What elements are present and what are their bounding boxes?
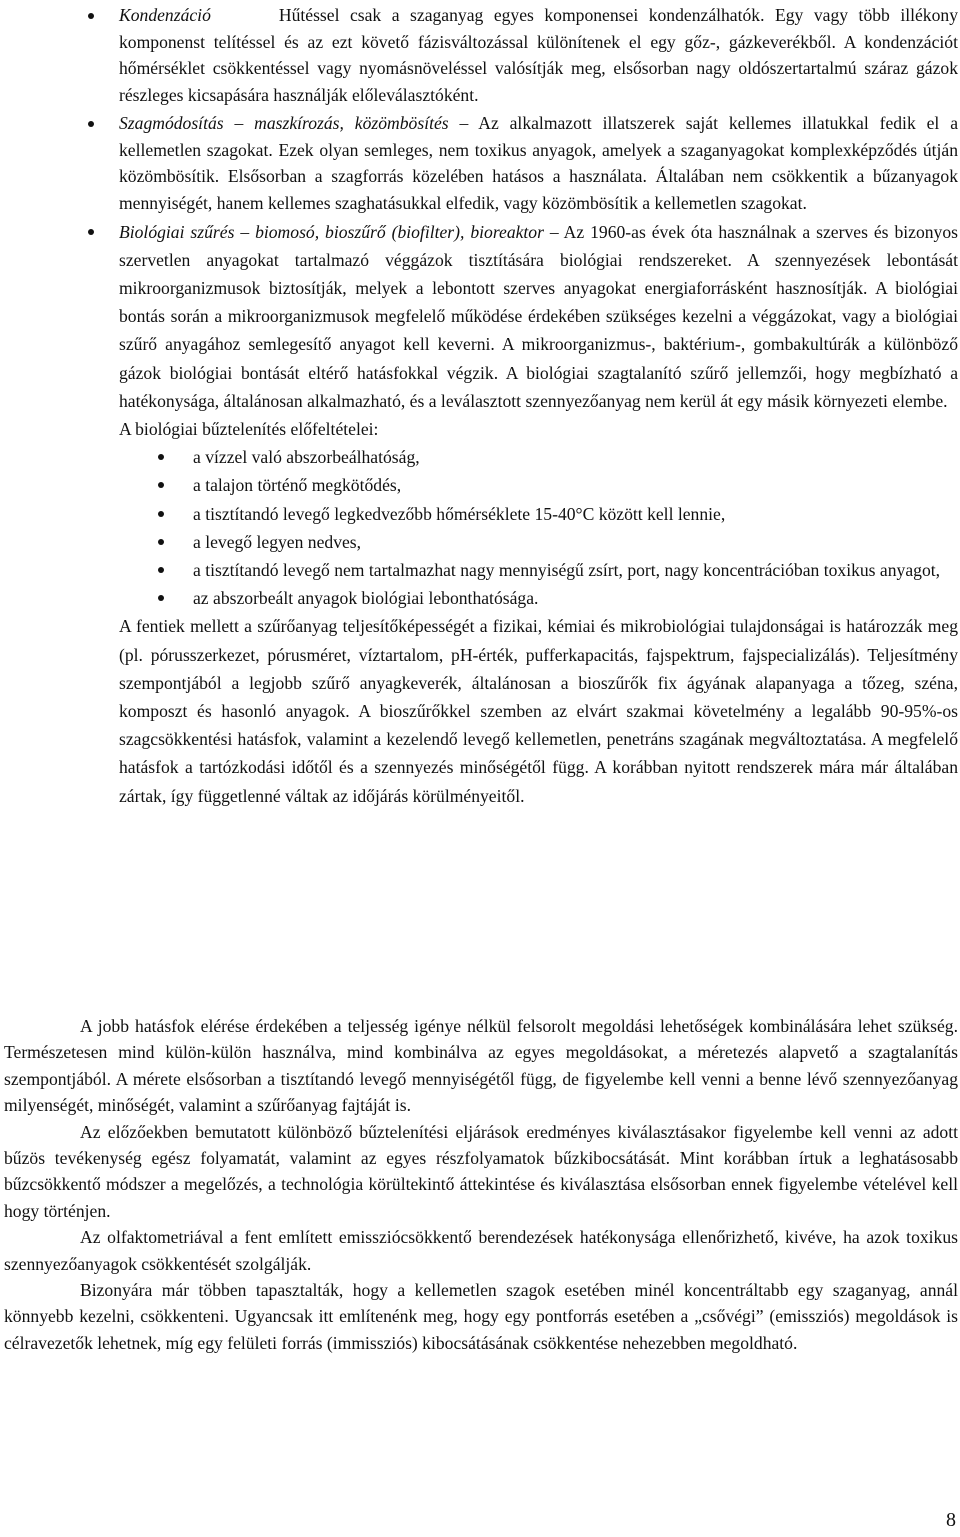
- bullet-term: Kondenzáció: [119, 5, 211, 25]
- prereq-item: a levegő legyen nedves,: [0, 528, 958, 556]
- paragraph: Az előzőekben bemutatott különböző bűztelenítési eljárások eredményes kiválasztásakor figyelembe kell venni az adott bűzös tevékenység egész folyamatát, valamint az egyes részfolyamatok bűzkibocsátását. Mint korábban írtuk a leghatásosabb bűzcsökkentő módszer a megelőzés, a technológia körültekintő áttekintése és kiválasztása elsősorban ennek figyelembe vételével kell hogy történjen.: [4, 1121, 958, 1221]
- bullet-dot-icon: [88, 121, 94, 127]
- prereq-item: a talajon történő megkötődés,: [0, 471, 958, 499]
- bullet-szagmodositas: [0, 110, 958, 217]
- bullet-biologiai-szures: [0, 218, 958, 415]
- bullet-text: Az 1960-as évek óta használnak a szerves és bizonyos szervetlen anyagokat tartalmazó véggázok tisztítására biológiai rendszereket. A szennyezések lebontását mikroorganizmusok biztosítják, melyek a lebontott szerves anyagokat energiaforrásként hasznosítják. A biológiai bontás során a mikroorganizmusok megfelelő működése érdekében szükséges kezelni a véggázokat, vagy a biológiai szűrő anyagához semlegesítő anyagot kell keverni. A mikroorganizmus-, baktérium-, gombakultúrák a különböző gázok biológiai bontását eltérő hatásfokkal végzik. A biológiai szagtalanító szűrő jellemzői, hogy megbízható a hatékonysága, általánosan alkalmazható, és a leválasztott szennyezőanyag nem kerül át egy másik környezeti elembe.: [119, 221, 958, 411]
- bullet-text: Az alkalmazott illatszerek saját kellemes illatukkal fedik el a kellemetlen szagokat. Ezek olyan semleges, nem toxikus anyagok, amelyek a szaganyagokat komplexképződés útján közömbösítik. Elsősorban a szagforrás közelében hatásos a használata. Általában nem csökkentik a bűzanyagok mennyiségét, hanem kellemes szaghatásukkal elfedik, vagy közömbösítik a kellemetlen szagokat.: [119, 112, 959, 213]
- bullet-dot-icon: [158, 567, 164, 573]
- page-number: 8: [946, 1509, 956, 1531]
- bullet-list: [0, 2, 958, 810]
- bullet-dot-icon: [158, 595, 164, 601]
- paragraph: A jobb hatásfok elérése érdekében a teljesség igénye nélkül felsorolt megoldási lehetőségek kombinálására lehet szükség. Természetesen mind külön-külön használva, mind kombinálva az egyes megoldásokat, a méretezés alapvető a szagtalanítás szempontjából. A mérete elsősorban a tisztítandó levegő mennyiségétől függ, de figyelembe kell venni a benne lévő szennyezőanyag milyenségét, minőségét, valamint a szűrőanyag fajtáját is.: [4, 1016, 958, 1116]
- bullet-kondenzacio: [0, 2, 958, 109]
- bullet-dot-icon: [88, 13, 94, 19]
- body-paragraphs: [4, 1013, 958, 1356]
- prereq-item: az abszorbeált anyagok biológiai lebonthatósága.: [0, 584, 958, 612]
- bullet-term: Szagmódosítás – maszkírozás, közömbösítés –: [119, 112, 469, 133]
- bullet-dot-icon: [158, 511, 164, 517]
- prereq-heading: A biológiai bűztelenítés előfeltételei:: [119, 419, 379, 440]
- bullet-text: Hűtéssel csak a szaganyag egyes komponensei kondenzálhatók. Egy vagy több illékony komponenst telítéssel és az ezt követő fázisváltozással különítenek el egy gőz-, gázkeverékből. A kondenzációt hőmérséklet csökkentéssel vagy nyomásnöveléssel valósítják meg, elsősorban nagy oldószertartalmú száraz gázok részleges kicsapására használják előleválasztóként.: [119, 5, 958, 106]
- bullet-dot-icon: [158, 539, 164, 545]
- bullet-dot-icon: [88, 229, 94, 235]
- paragraph: Bizonyára már többen tapasztalták, hogy a kellemetlen szagok esetében minél koncentráltabb egy szaganyag, annál könnyebb kezelni, csökkenteni. Ugyancsak itt említenénk meg, hogy egy pontforrás esetében a „csővégi” (emissziós) megoldások is célravezetők lehetnek, míg egy felületi forrás (immissziós) kibocsátásának csökkentése nehezebben megoldható.: [4, 1280, 958, 1353]
- prereq-item: a tisztítandó levegő legkedvezőbb hőmérséklete 15-40°C között kell lennie,: [0, 500, 958, 528]
- prereq-list: [0, 443, 958, 612]
- bullet-dot-icon: [158, 454, 164, 460]
- bullet-dot-icon: [158, 482, 164, 488]
- paragraph: Az olfaktometriával a fent említett emissziócsökkentő berendezések hatékonysága ellenőrizhető, kivéve, ha azok toxikus szennyezőanyagok csökkentését szolgálják.: [4, 1227, 958, 1274]
- prereq-item: a vízzel való abszorbeálhatóság,: [0, 443, 958, 471]
- bio-closing-paragraph: A fentiek mellett a szűrőanyag teljesítőképességét a fizikai, kémiai és mikrobiológiai tulajdonságai is határozzák meg (pl. pórusszerkezet, pórusméret, víztartalom, pH-érték, pufferkapacitás, fajspektrum, fajspecializálás). Teljesítmény szempontjából a legjobb szűrő anyagkeverék, általánosan a bioszűrők fix ágyának alapanyaga a tőzeg, széna, komposzt és hasonló anyagok. A bioszűrőkkel szemben az elvárt szakmai követelmény a legalább 90-95%-os szagcsökkentési hatásfok, valamint a kezelendő levegő kellemetlen, penetráns szagának megváltoztatása. A megfelelő hatásfok a tartózkodási időtől és a szennyezés minőségétől függ. A korábban nyitott rendszerek mára már általában zártak, így függetlenné váltak az időjárás körülményeitől.: [119, 616, 958, 806]
- bullet-term: Biológiai szűrés – biomosó, bioszűrő (biofilter), bioreaktor –: [119, 221, 559, 242]
- prereq-item: a tisztítandó levegő nem tartalmazhat nagy mennyiségű zsírt, port, nagy koncentrációban toxikus anyagot,: [0, 556, 958, 584]
